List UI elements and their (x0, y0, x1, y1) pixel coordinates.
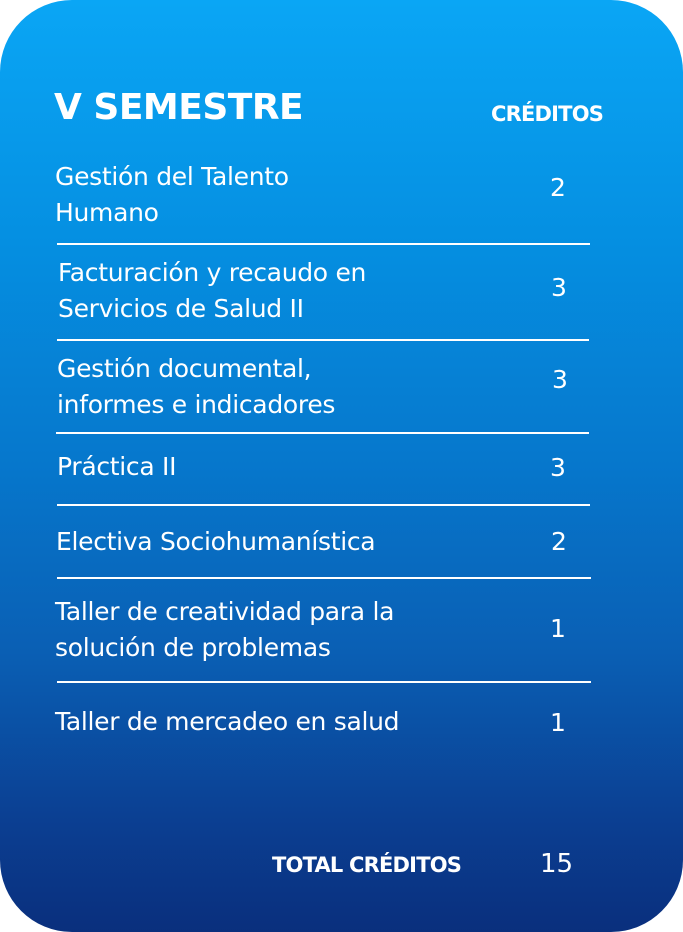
total-credits-value: 15 (540, 849, 574, 879)
credits-column-header: CRÉDITOS (491, 102, 604, 126)
course-name: Taller de mercadeo en salud (55, 707, 400, 736)
course-credits: 2 (550, 173, 566, 202)
course-credits: 2 (551, 527, 567, 556)
semester-title: V SEMESTRE (54, 87, 304, 128)
course-credits: 3 (550, 453, 566, 482)
row-divider (56, 432, 589, 434)
course-credits: 3 (551, 273, 567, 302)
course-name: Práctica II (57, 452, 177, 481)
row-divider (57, 339, 589, 341)
course-name: Electiva Sociohumanística (56, 527, 376, 556)
total-credits-label: TOTAL CRÉDITOS (272, 853, 462, 877)
course-name: Gestión del Talento Humano (55, 162, 289, 227)
course-name: Facturación y recaudo en Servicios de Salud II (58, 258, 367, 323)
row-divider (57, 504, 590, 506)
course-credits: 1 (550, 614, 566, 643)
row-divider (57, 577, 591, 579)
course-credits: 3 (552, 365, 568, 394)
row-divider (57, 243, 590, 245)
course-credits: 1 (550, 708, 566, 737)
row-divider (57, 681, 591, 683)
course-name: Gestión documental, informes e indicadores (57, 354, 336, 419)
course-name: Taller de creatividad para la solución de problemas (55, 597, 395, 662)
